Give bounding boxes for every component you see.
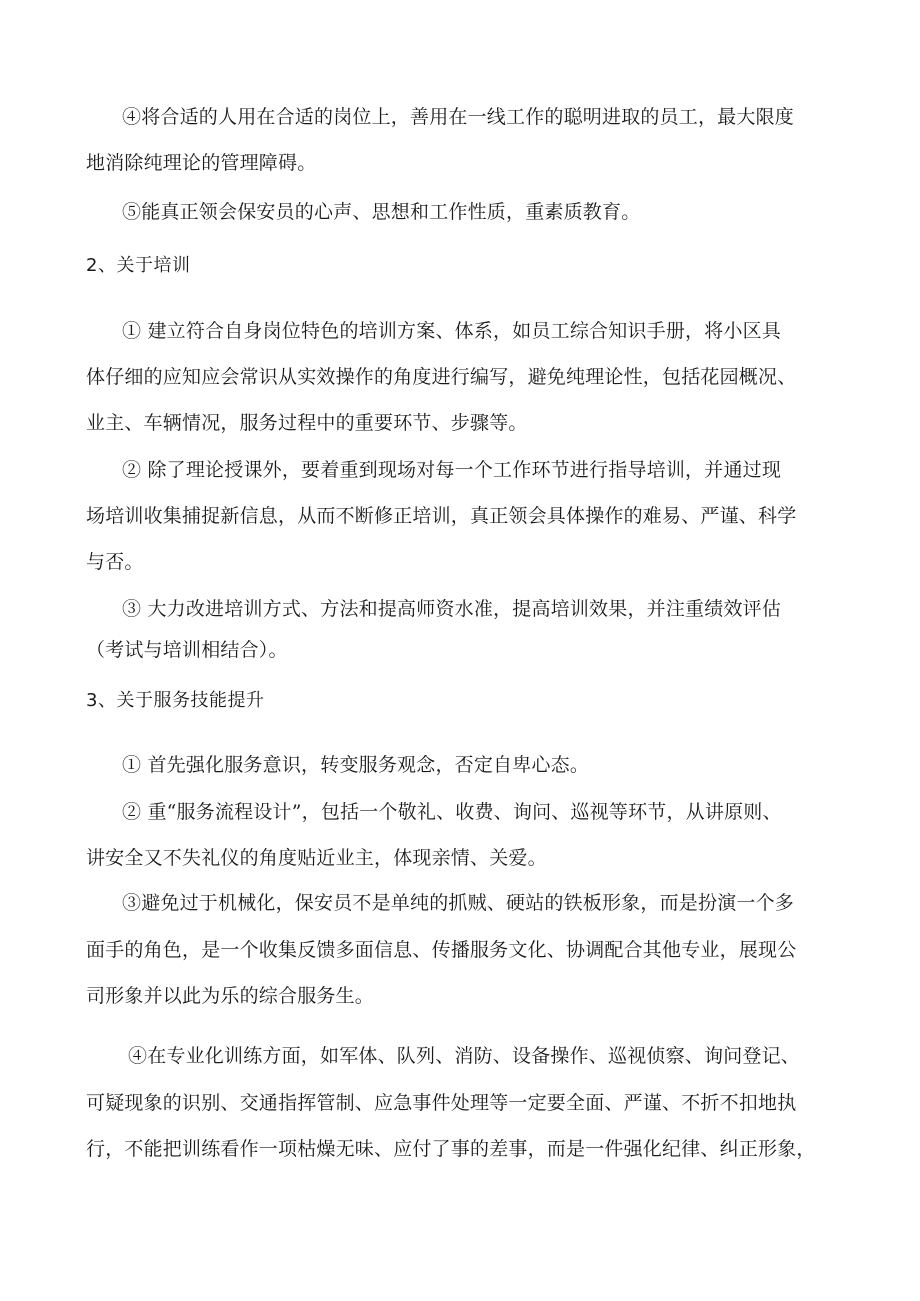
paragraph-line: ① 首先强化服务意识，转变服务观念，否定自卑心态。: [122, 754, 590, 776]
paragraph-line: ③避免过于机械化，保安员不是单纯的抓贼、硬站的铁板形象，而是扮演一个多: [122, 892, 795, 914]
section-heading: 3、关于服务技能提升: [86, 690, 265, 711]
section-heading: 2、关于培训: [86, 255, 191, 276]
paragraph-line: 地消除纯理论的管理障碍。: [86, 152, 317, 174]
paragraph-line: 与否。: [86, 551, 144, 573]
paragraph-line: 体仔细的应知应会常识从实效操作的角度进行编写，避免纯理论性，包括花园概况、: [86, 366, 797, 388]
paragraph-line: 场培训收集捕捉新信息，从而不断修正培训，真正领会具体操作的难易、严谨、科学: [86, 505, 797, 527]
paragraph-line: 可疑现象的识别、交通指挥管制、应急事件处理等一定要全面、严谨、不折不扣地执: [86, 1092, 797, 1114]
paragraph-line: ① 建立符合自身岗位特色的培训方案、体系，如员工综合知识手册，将小区具: [122, 320, 782, 342]
paragraph-line: 讲安全又不失礼仪的角度贴近业主，体现亲情、关爱。: [86, 847, 547, 869]
paragraph-line: ④将合适的人用在合适的岗位上，善用在一线工作的聪明进取的员工，最大限度: [122, 106, 795, 128]
paragraph-line: 业主、车辆情况，服务过程中的重要环节、步骤等。: [86, 412, 528, 434]
paragraph-line: 司形象并以此为乐的综合服务生。: [86, 985, 375, 1007]
paragraph-line: ④在专业化训练方面，如军体、队列、消防、设备操作、巡视侦察、询问登记、: [128, 1045, 801, 1067]
paragraph-line: （考试与培训相结合）。: [86, 639, 288, 661]
paragraph-line: ② 除了理论授课外，要着重到现场对每一个工作环节进行指导培训，并通过现: [122, 459, 782, 481]
paragraph-line: ③ 大力改进培训方式、方法和提高师资水准，提高培训效果，并注重绩效评估: [122, 598, 782, 620]
paragraph-line: 行，不能把训练看作一项枯燥无味、应付了事的差事，而是一件强化纪律、纠正形象，: [86, 1138, 816, 1160]
paragraph-line: ⑤能真正领会保安员的心声、思想和工作性质，重素质教育。: [122, 201, 641, 223]
paragraph-line: 面手的角色，是一个收集反馈多面信息、传播服务文化、协调配合其他专业，展现公: [86, 939, 797, 961]
paragraph-line: ② 重“服务流程设计”，包括一个敬礼、收费、询问、巡视等环节，从讲原则、: [122, 801, 782, 823]
